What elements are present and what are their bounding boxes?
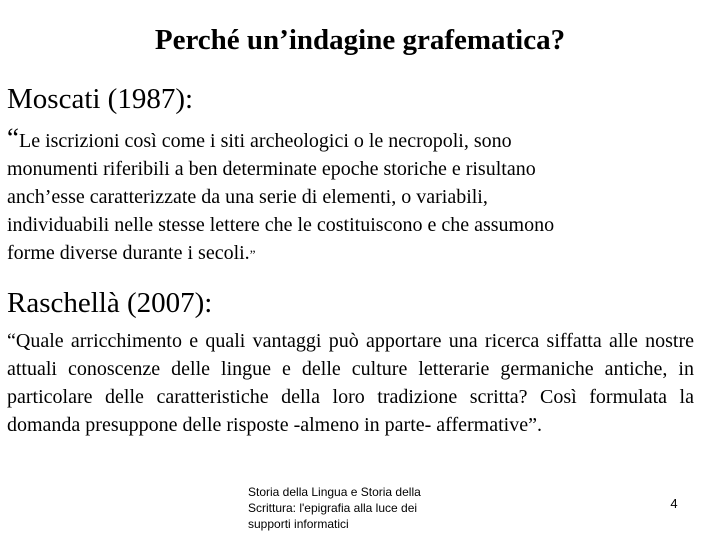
quote-line: individuabili nelle stesse lettere che le costituiscono e che assumono bbox=[7, 214, 555, 236]
quote-close-mark: ” bbox=[249, 247, 256, 262]
footer-line: supporti informatici bbox=[248, 517, 349, 531]
quote-line: monumenti riferibili a ben determinate epoche storiche e risultano bbox=[7, 158, 536, 180]
footer-line: Scrittura: l'epigrafia alla luce dei bbox=[248, 501, 418, 515]
quote-line: Le iscrizioni così come i siti archeologici o le necropoli, sono bbox=[18, 130, 512, 152]
page-number: 4 bbox=[670, 496, 678, 511]
quote-raschella: “Quale arricchimento e quali vantaggi può apportare una ricerca siffatta alle nostre attuali conoscenze delle lingue e delle culture letterarie germaniche antiche, in particolare delle caratteristiche della loro tradizione scritta? Così formulata la domanda presuppone delle risposte -almeno in parte- affermative”. bbox=[7, 330, 694, 436]
slide-title: Perché un’indagine grafematica? bbox=[154, 24, 566, 56]
quote-moscati bbox=[7, 124, 693, 269]
quote-open-mark: “ bbox=[7, 123, 19, 153]
quote-line: anch’esse caratterizzate da una serie di elementi, o variabili, bbox=[7, 186, 488, 208]
footer-line: Storia della Lingua e Storia della bbox=[248, 485, 421, 499]
author-raschella: Raschellà (2007): bbox=[7, 287, 213, 319]
author-moscati: Moscati (1987): bbox=[7, 83, 194, 115]
quote-line: forme diverse durante i secoli. bbox=[7, 242, 250, 264]
footer-text bbox=[248, 484, 463, 532]
